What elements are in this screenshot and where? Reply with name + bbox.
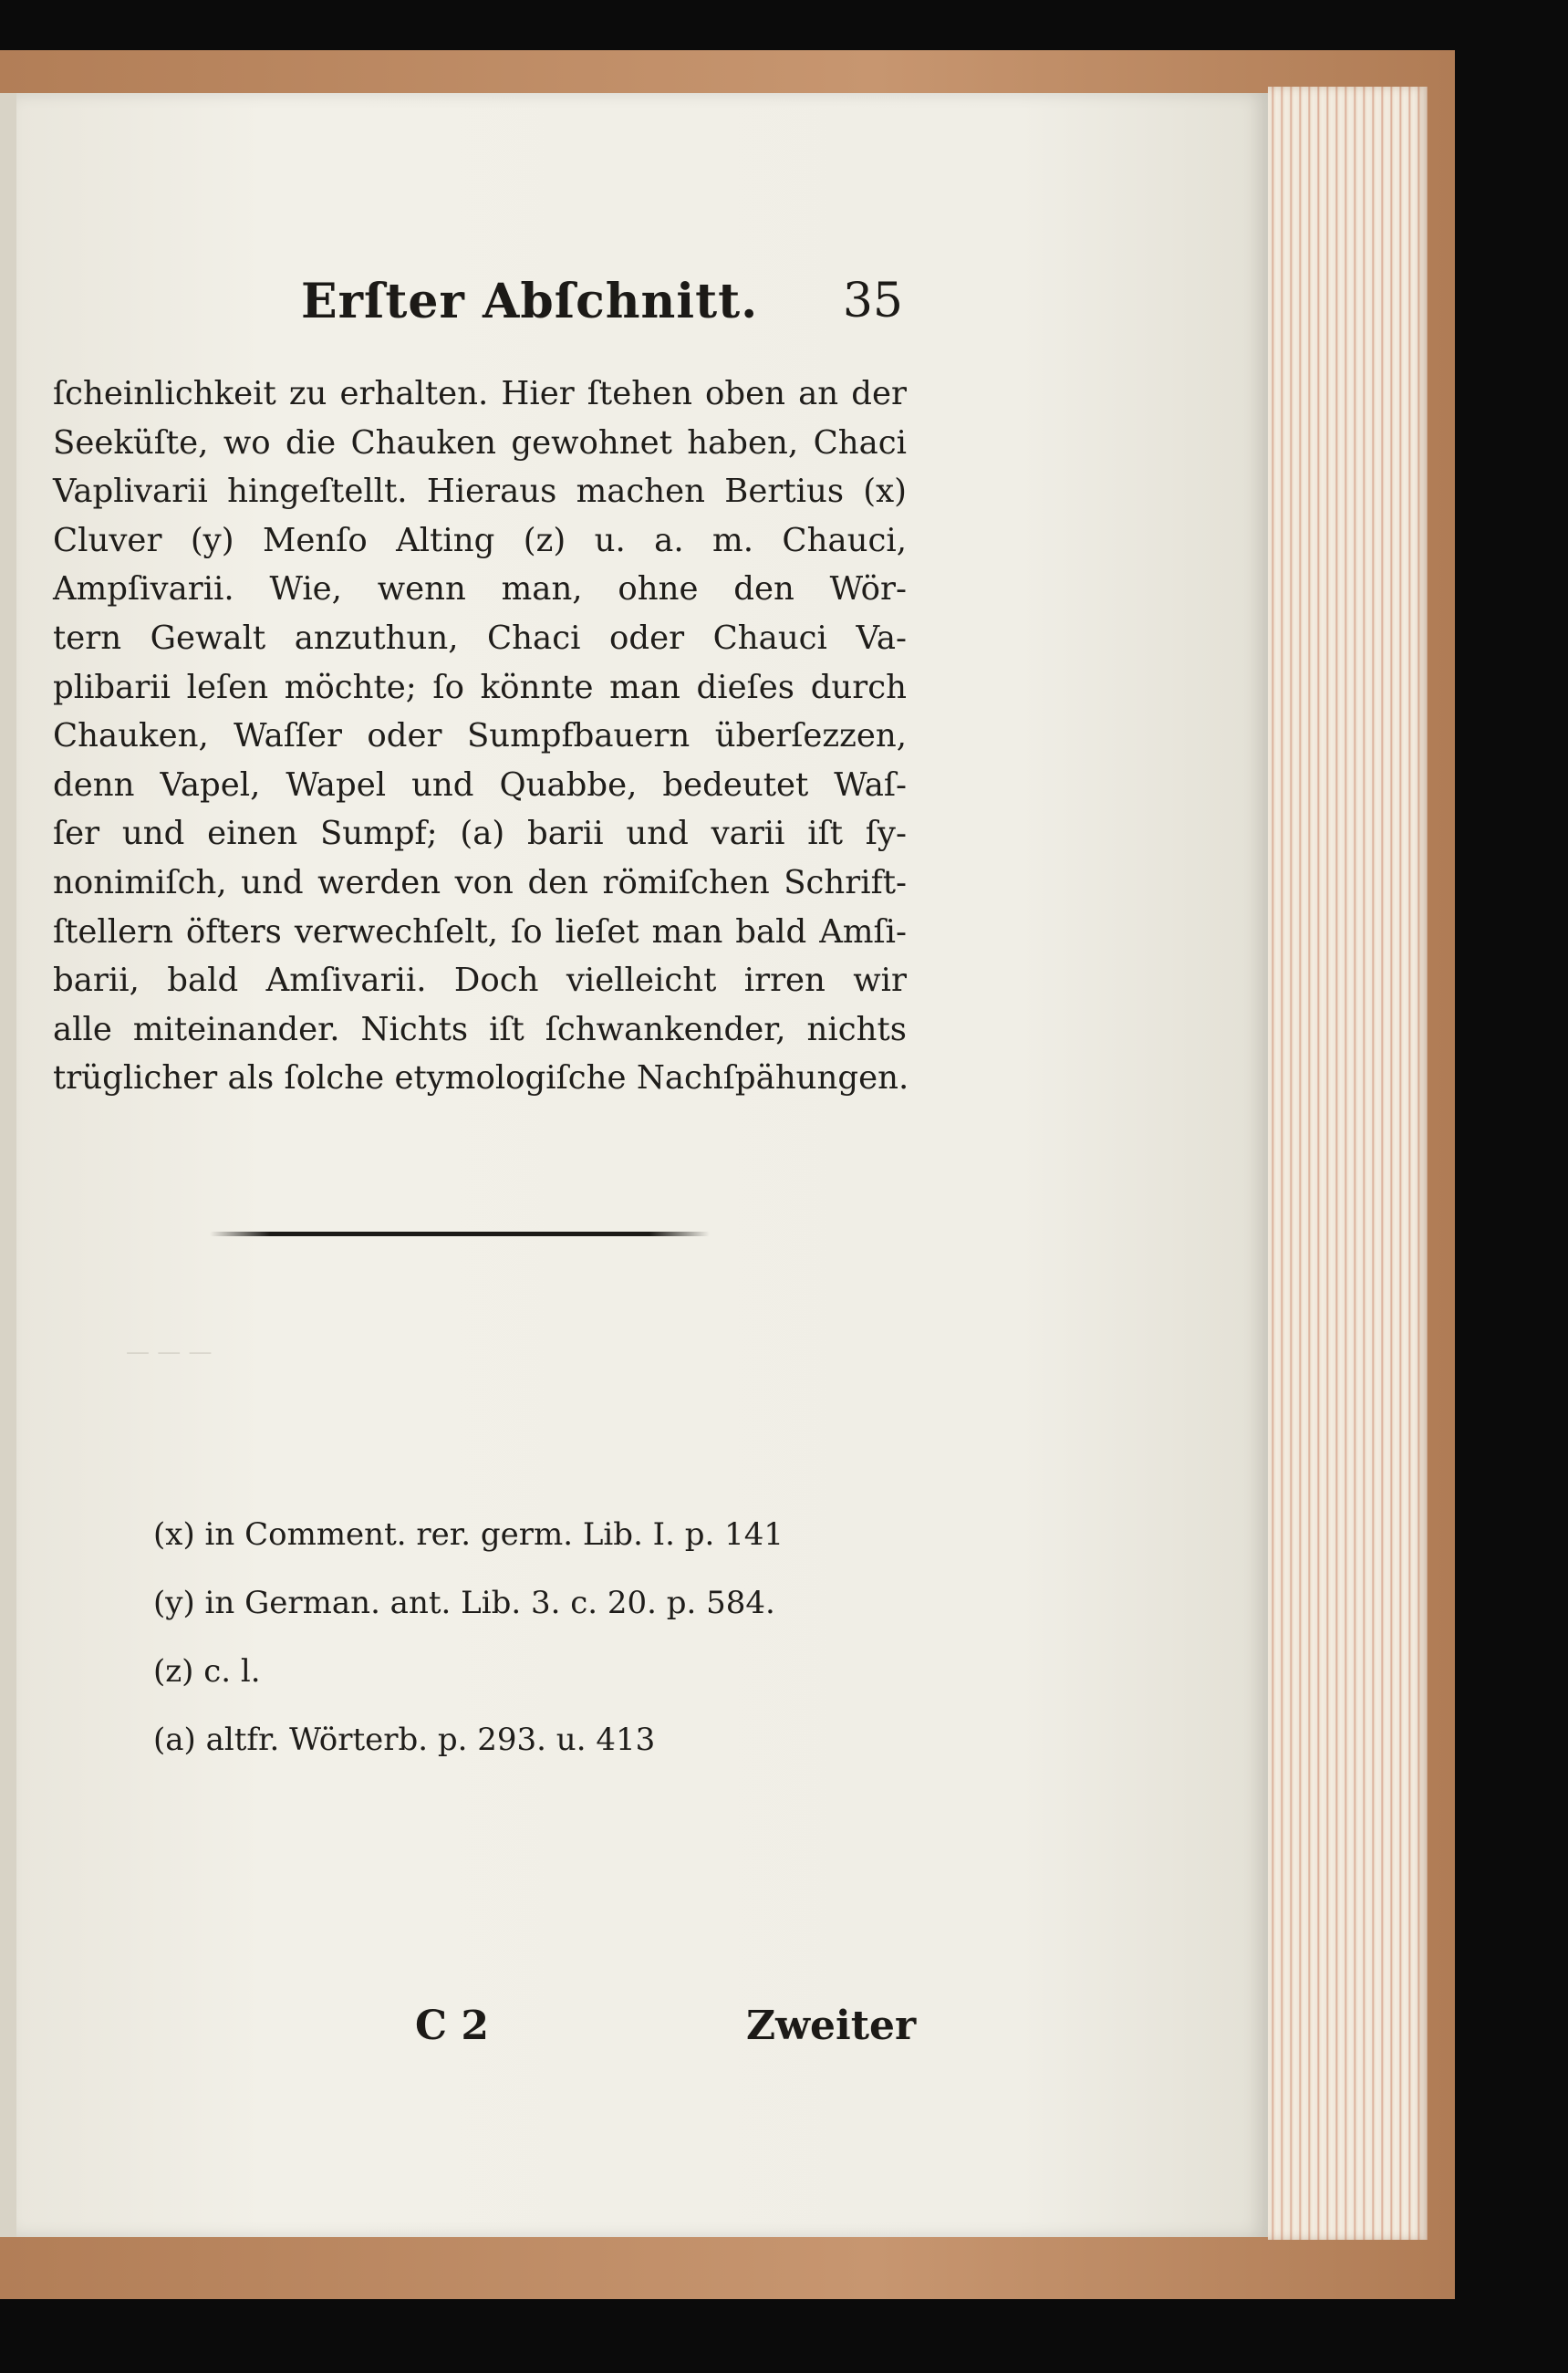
running-head	[301, 274, 903, 347]
footnote: (y) in German. ant. Lib. 3. c. 20. p. 584.	[153, 1585, 775, 1621]
body-line: ſer und einen Sumpf; (a) barii und varii iſt ſy-	[53, 815, 907, 853]
body-line: ſcheinlichkeit zu erhalten. Hier ſtehen oben an der	[53, 375, 907, 412]
footnotes	[153, 1501, 901, 1775]
body-line: Ampſivarii. Wie, wenn man, ohne den Wör-	[53, 570, 907, 609]
rule-bar	[210, 1232, 710, 1236]
section-rule	[210, 1229, 710, 1238]
body-line: Vaplivarii hingeſtellt. Hieraus machen Bertius (x)	[53, 473, 907, 511]
body-line: Chauken, Waſſer oder Sumpfbauern überſezzen,	[53, 717, 907, 755]
body-line: Cluver (y) Menſo Alting (z) u. a. m. Chauci,	[53, 521, 907, 559]
bleed-through-text: — — —	[126, 1338, 213, 1366]
body-line: alle miteinander. Nichts iſt ſchwankender, nichts	[53, 1010, 907, 1048]
running-title: Erſter Abſchnitt.	[301, 274, 759, 329]
body-line: Seeküſte, wo die Chauken gewohnet haben, Chaci	[53, 423, 907, 462]
body-line: tern Gewalt anzuthun, Chaci oder Chauci Va-	[53, 619, 907, 657]
signature-mark: C 2	[415, 2003, 489, 2049]
body-line: nonimiſch, und werden von den römiſchen Schrift-	[53, 863, 907, 901]
footnote: (a) altfr. Wörterb. p. 293. u. 413	[153, 1722, 656, 1758]
previous-page-edge	[0, 93, 16, 2237]
body-line: denn Vapel, Wapel und Quabbe, bedeutet Waſ-	[53, 765, 907, 804]
page-number: 35	[842, 274, 903, 328]
footnote: (z) c. l.	[153, 1653, 261, 1690]
footnote: (x) in Comment. rer. germ. Lib. I. p. 141	[153, 1516, 784, 1553]
body-line: barii, bald Amſivarii. Doch vielleicht irren wir	[53, 962, 907, 1000]
page-edges	[1268, 87, 1428, 2240]
body-line: plibarii leſen möchte; ſo könnte man dieſes durch	[53, 668, 907, 706]
catchword: Zweiter	[746, 2003, 917, 2049]
body-text	[53, 369, 907, 1103]
body-line: trüglicher als ſolche etymologiſche Nachſpähungen.	[53, 1059, 909, 1098]
body-line: ſtellern öfters verwechſelt, ſo lieſet man bald Amſi-	[53, 912, 907, 951]
